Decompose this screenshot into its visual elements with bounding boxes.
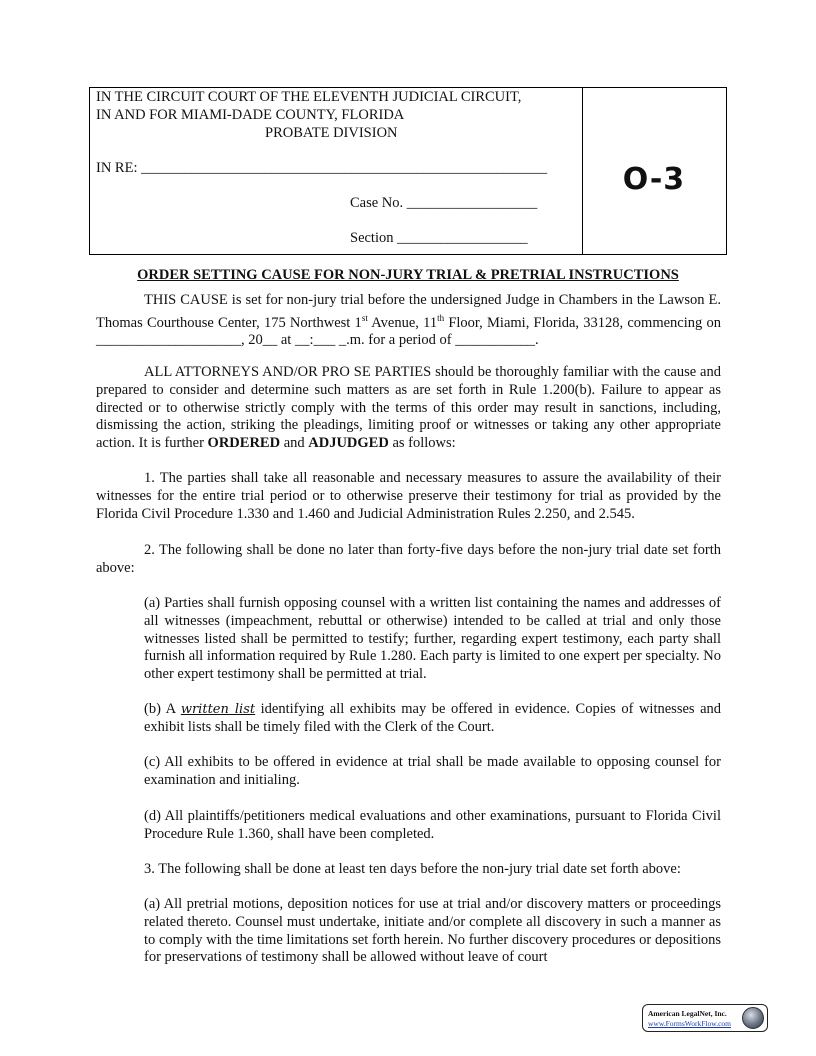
- adjudged-text: ADJUDGED: [308, 435, 389, 452]
- company-url-link[interactable]: www.FormsWorkFlow.com: [648, 1019, 732, 1028]
- item-1: 1. The parties shall take all reasonable and necessary measures to assure the availability of their witnesses for the entire trial period or to otherwise preserve their testimony for trial as provided by the Florida Civil Procedure 1.330 and 1.460 and Judicial Administration Rules 2.250, and 2.545.: [96, 470, 721, 522]
- intro-p1-text-a: THIS CAUSE is set for non-jury trial before the undersigned Judge in Chambers in the Lawson E. Thomas Courthouse Center, 175 Northwest 1: [96, 292, 721, 331]
- intro-p1-sup-1: st: [361, 312, 368, 323]
- item-3: 3. The following shall be done at least ten days before the non-jury trial date set forth above:: [144, 861, 681, 877]
- section-line: Section __________________: [350, 230, 528, 246]
- court-line-2: IN AND FOR MIAMI-DADE COUNTY, FLORIDA: [96, 107, 405, 123]
- globe-icon: [742, 1007, 764, 1029]
- intro-p1-text-c: Floor, Miami, Florida, 33128, commencing on ____________________, 20__ at __:___ _.m. for a period of ___________.: [96, 314, 721, 349]
- item-2c: (c) All exhibits to be offered in evidence at trial shall be made available to opposing counsel for examination and initialing.: [144, 754, 721, 788]
- in-re-line: IN RE: ________________________________________________________: [96, 160, 548, 176]
- division-line: PROBATE DIVISION: [265, 125, 398, 141]
- order-title: ORDER SETTING CAUSE FOR NON-JURY TRIAL & PRETRIAL INSTRUCTIONS: [137, 267, 679, 283]
- and-text: and: [280, 435, 309, 452]
- case-caption-box: [89, 87, 727, 255]
- case-number-line: Case No. __________________: [350, 195, 538, 211]
- item-3a: (a) All pretrial motions, deposition notices for use at trial and/or discovery matters or proceedings related thereto. Counsel must undertake, initiate and/or complete all discovery in such a manner as to comply with the time limitations set forth herein. No further discovery procedures or depositions for preservations of testimony shall be allowed without leave of court: [144, 896, 721, 966]
- footer-logo[interactable]: [642, 1004, 768, 1032]
- as-follows-text: as follows:: [388, 435, 456, 452]
- item-2a: (a) Parties shall furnish opposing counsel with a written list containing the names and addresses of all witnesses (impeachment, rebuttal or otherwise) intended to be called at trial and only those witnesses listed shall be permitted to testify; further, regarding expert testimony, each party shall furnish all information required by Rule 1.280. Each party is limited to one expert per specialty. No other expert testimony shall be permitted at trial.: [144, 595, 721, 683]
- item-2b-text-b: identifying all exhibits may be offered in evidence. Copies of witnesses and exhibit lists shall be timely filed with the Clerk of the Court.: [144, 701, 722, 735]
- intro-paragraph-1: [96, 292, 721, 350]
- caption-left-cell: [90, 88, 583, 254]
- item-2b-text-a: (b) A: [144, 701, 181, 717]
- item-2b: [144, 701, 721, 737]
- intro-paragraph-2: [96, 364, 721, 453]
- form-code: O-3: [622, 162, 686, 197]
- caption-right-cell: [582, 88, 726, 254]
- item-2: 2. The following shall be done no later than forty-five days before the non-jury trial date set forth above:: [96, 542, 721, 576]
- intro-p1-sup-2: th: [437, 312, 445, 323]
- ordered-text: ORDERED: [207, 435, 281, 452]
- company-name: American LegalNet, Inc.: [648, 1009, 727, 1018]
- item-2d: (d) All plaintiffs/petitioners medical evaluations and other examinations, pursuant to Florida Civil Procedure Rule 1.360, shall have been completed.: [144, 808, 721, 842]
- handwritten-annotation: written list: [180, 702, 256, 717]
- intro-p2-text: ALL ATTORNEYS AND/OR PRO SE PARTIES should be thoroughly familiar with the cause and prepared to consider and determine such matters as are set forth in Rule 1.200(b). Failure to appear as directed or to otherwise strictly comply with the terms of this order may result in sanctions, including, dismissing the action, striking the pleadings, limiting proof or witnesses or taking any other appropriate action. It is further: [96, 364, 721, 452]
- court-line-1: IN THE CIRCUIT COURT OF THE ELEVENTH JUDICIAL CIRCUIT,: [96, 89, 522, 105]
- intro-p1-text-b: Avenue, 11: [367, 314, 438, 331]
